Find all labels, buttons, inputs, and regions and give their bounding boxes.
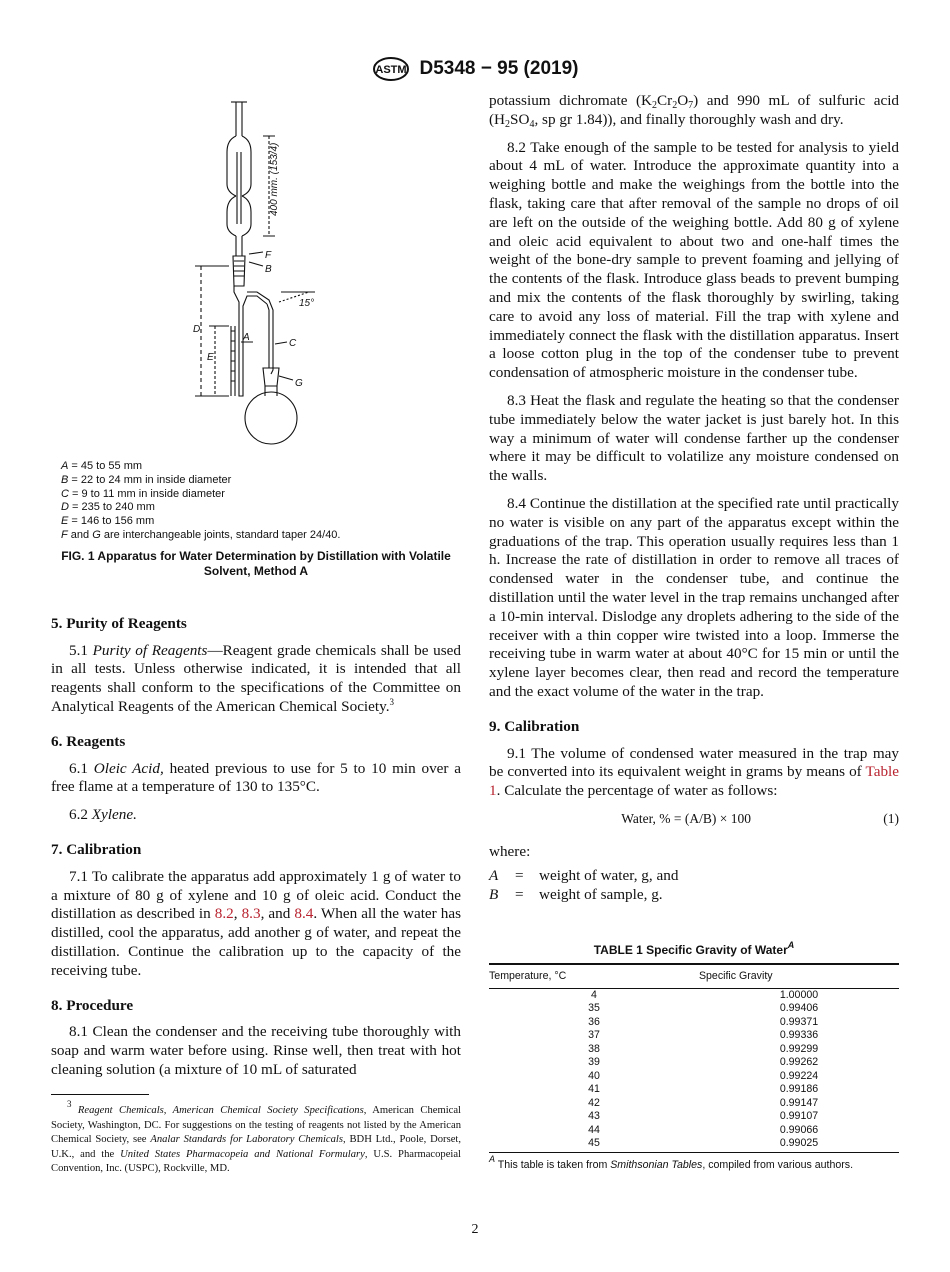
table-row: 45 0.99025	[489, 1137, 899, 1152]
table-row: 39 0.99262	[588, 1056, 819, 1069]
section-heading: 9. Calibration	[489, 717, 580, 735]
equation-body: Water, % = (A/B) × 100	[621, 810, 752, 826]
paragraph: 8.4 Continue the distillation at the specified rate until practically no water is visible on any part of the apparatus except within the graduations of the trap. This operation usually requires less than 1 h. Increase the rate of distillation in order to remove all traces of condensed water in the condenser tube, and continue the distillation until the water level in the trap remains unchanged after a 10-min interval. Dislodge any droplets adhering to the side of the receiver with a thin copper wire twisted into a loop. Immerse the receiving tube in warm water at about 40°C for 15 min or until the xylene layer becomes clear, then read and record the temperature and the exact volume of the water in the trap.	[489, 494, 899, 700]
label-a: A	[243, 332, 250, 343]
standard-designation: D5348 − 95 (2019)	[419, 58, 579, 79]
column-header: Temperature, °C	[489, 964, 699, 988]
table-1	[489, 941, 899, 1174]
table-row: 41 0.99186	[588, 1083, 819, 1096]
section-heading: 6. Reagents	[51, 732, 126, 750]
astm-logo-icon	[372, 56, 410, 82]
table-row: 36 0.99371	[588, 1015, 819, 1028]
figure-legend	[61, 460, 461, 543]
label-length-fraction: 3/4	[269, 145, 280, 160]
table-link[interactable]: Table 1	[489, 763, 899, 800]
figure-1	[51, 92, 461, 460]
section-link-8-3[interactable]: 8.3	[241, 905, 261, 923]
table-title: TABLE 1 Specific Gravity of Water$^A$	[593, 940, 795, 958]
table-row: 35 0.99406	[588, 1002, 819, 1015]
paragraph: 6.2 Xylene.	[69, 806, 137, 824]
equation-number: (1)	[883, 810, 899, 826]
page-header	[0, 56, 950, 82]
equation	[489, 810, 899, 829]
left-column	[51, 92, 461, 1089]
paragraph: 6.1 Oleic Acid, heated previous to use for 5 to 10 min over a free flame at a temperature of 130 to 135°C.	[51, 759, 461, 796]
table-row: 40 0.99224	[588, 1069, 819, 1082]
footnote-ref[interactable]: 3	[389, 696, 395, 707]
legend-item: C = 9 to 11 mm in inside diameter	[61, 487, 225, 500]
table-row: 38 0.99299	[588, 1042, 819, 1055]
legend-item: F and G are interchangeable joints, standard taper 24/40.	[61, 528, 341, 541]
section-heading: 8. Procedure	[51, 996, 134, 1014]
paragraph: 9.1 The volume of condensed water measured in the trap may be converted into its equivalent weight in grams by means of Table 1. Calculate the percentage of water as follows:	[489, 744, 899, 800]
specific-gravity-table	[489, 963, 899, 1153]
section-link-8-4[interactable]: 8.4	[294, 905, 314, 923]
section-heading: 5. Purity of Reagents	[51, 614, 187, 632]
footnote-divider	[51, 1094, 149, 1095]
legend-item: B = 22 to 24 mm in inside diameter	[61, 473, 232, 486]
distillation-apparatus-diagram	[189, 96, 369, 458]
label-e: E	[207, 352, 214, 363]
variable-definition: B = weight of sample, g.	[489, 886, 663, 904]
svg-text:ASTM: ASTM	[374, 64, 407, 76]
legend-item: A = 45 to 55 mm	[61, 460, 143, 472]
where-label: where:	[489, 842, 531, 860]
legend-item: D = 235 to 240 mm	[61, 501, 155, 514]
table-note: $^A$ This table is taken from Smithsonian Tables, compiled from various authors.	[489, 1153, 854, 1171]
label-f: F	[265, 250, 272, 261]
section-heading: 7. Calibration	[51, 840, 142, 858]
variable-definition: A = weight of water, g, and	[489, 867, 679, 885]
section-link-8-2[interactable]: 8.2	[214, 905, 234, 923]
paragraph: 5.1 Purity of Reagents—Reagent grade chemicals shall be used in all tests. Unless otherwise indicated, it is intended that all reagents shall conform to the specifications of the Committee on Analytical Reagents of the American Chemical Society.$^3$	[51, 641, 462, 715]
label-angle: 15°	[299, 298, 315, 309]
table-row: 37 0.99336	[588, 1029, 819, 1042]
label-g: G	[295, 378, 303, 389]
paragraph: 8.2 Take enough of the sample to be tested for analysis to yield about 4 mL of water. Introduce the approximate quantity into a weighing bottle and make the weighings from the bottle into the flask, taking care that after removal of the sample no drops of oil are left on the outside of the weighing bottle. Add 80 g of xylene and oleic acid equivalent to about two and one-half times the weight of the bone-dry sample to prevent foaming and jellying of the contents of the flask. Introduce glass beads to prevent bumping and mix the contents of the flask thoroughly by swirling, taking care to avoid any loss of material. Fill the trap with xylene and immediately connect the flask with the distillation apparatus. Insert a loose cotton plug in the top of the condenser tube to prevent condensation of atmospheric moisture in the condenser tube.	[489, 138, 899, 382]
label-length-end: )	[269, 142, 280, 146]
footnote: $^3$ Reagent Chemicals, American Chemical Society Specifications, American Chemical Society, Washington, DC. For suggestions on the testing of reagents not listed by the American Chemical Society, see Analar Standards for Laboratory Chemicals, BDH Ltd., Poole, Dorset, U.K., and the United States Pharmacopeia and National Formulary, U.S. Pharmacopeial Convention, Inc. (USPC), Rockville, MD.	[51, 1099, 461, 1175]
legend-item: E = 146 to 156 mm	[61, 515, 155, 528]
right-column	[489, 92, 899, 1174]
paragraph: 7.1 To calibrate the apparatus add approximately 1 g of water to a mixture of 80 g of xylene and 10 g of oleic acid. Conduct the distillation as described in 8.2, 8.3, and 8.4. When all the water has distilled, cool the apparatus, add another g of water, and repeat the distillation. Continue the calibration up to the capacity of the receiving tube.	[51, 867, 461, 979]
figure-caption: FIG. 1 Apparatus for Water Determination by Distillation with Volatile Solvent, Method A	[61, 548, 451, 578]
paragraph: 8.3 Heat the flask and regulate the heating so that the condenser tube immediately below the water jacket is just barely hot. In this way a minimum of water will condense farther up the condenser where it may be difficult to volatilize any moisture condensed on the walls.	[489, 391, 899, 485]
page-number: 2	[471, 1222, 479, 1237]
label-b: B	[265, 264, 272, 275]
table-row: 42 0.99147	[588, 1096, 819, 1109]
table-row: 4 1.00000	[591, 988, 819, 1001]
table-row: 44 0.99066	[588, 1123, 819, 1136]
paragraph-continued: potassium dichromate $(K_2Cr_2O_7)$ and 990 mL of sulfuric acid ($H_2SO_4$, sp gr 1.84)), and finally thoroughly wash and dry.	[489, 92, 900, 130]
paragraph: 8.1 Clean the condenser and the receiving tube thoroughly with soap and warm water before using. Rinse well, then treat with hot cleaning solution (a mixture of 10 mL of saturated	[51, 1023, 461, 1078]
label-c: C	[289, 338, 297, 349]
column-header: Specific Gravity	[699, 964, 899, 988]
svg-text:400 mm. (153/4)	[269, 143, 280, 216]
label-length: 400 mm. (15	[269, 159, 280, 216]
label-d: D	[193, 324, 201, 335]
table-row: 43 0.99107	[588, 1110, 819, 1123]
